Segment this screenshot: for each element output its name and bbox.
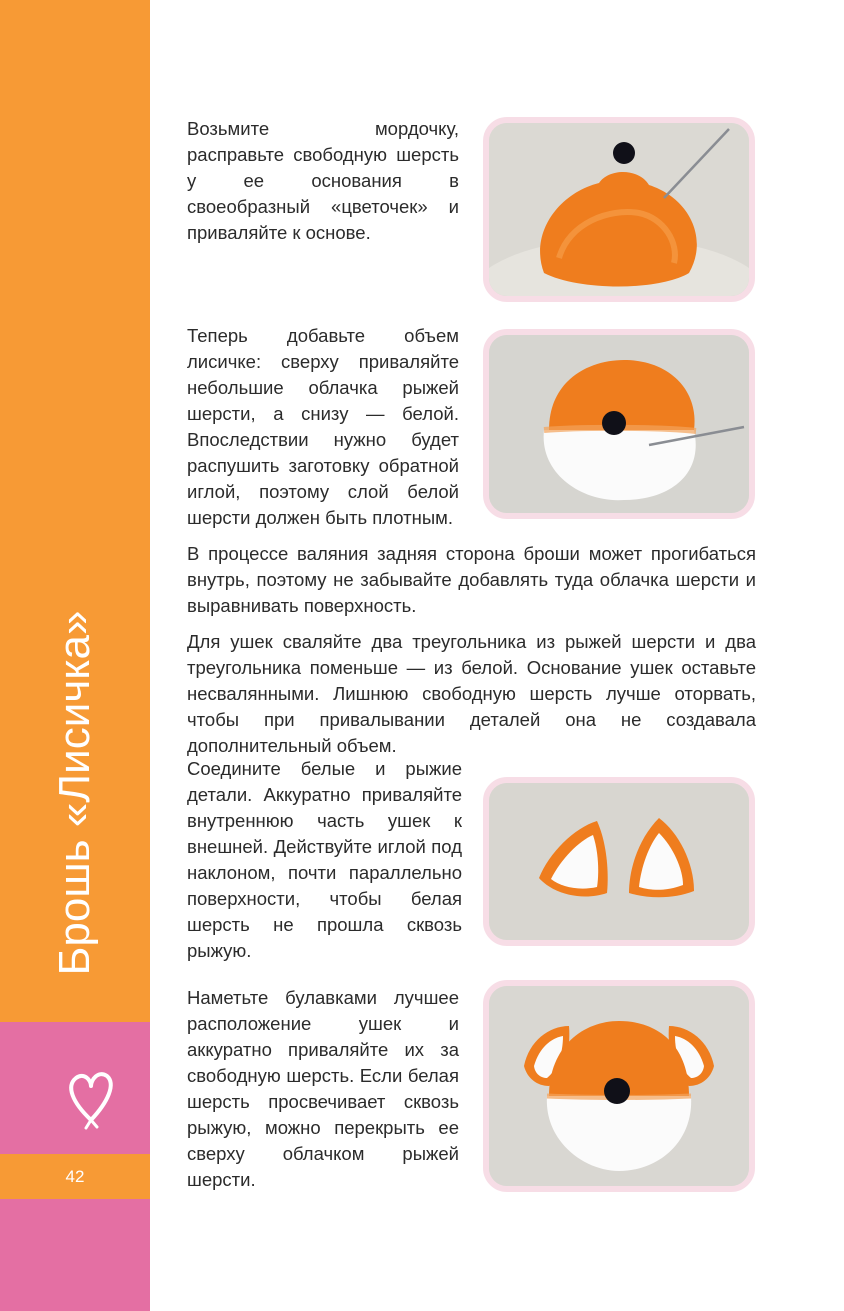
paragraph-3: В процессе валяния задняя сторона броши может прогибаться внутрь, поэтому не забывайте добавлять туда облачка шерсти и выравнивать поверхность. <box>187 543 756 616</box>
paragraph-1: Возьмите мордочку, расправьте свободную шерсть у ее основания в своеобразный «цветочек» и приваляйте к основе. <box>187 118 459 243</box>
paragraph-6: Наметьте булавками лучшее расположение ушек и аккуратно приваляйте их за свободную шерсть. Если белая шерсть просвечивает сквозь рыжую, можно перекрыть ее сверху облачком рыжей шерсти. <box>187 987 459 1190</box>
chapter-title: Брошь «Лисичка» <box>50 610 99 976</box>
photo-volume-added <box>483 329 755 519</box>
paragraph-2: Теперь добавьте объем лисичке: сверху приваляйте небольшие облачка рыжей шерсти, а снизу — белой. Впоследствии нужно будет распушить заготовку обратной иглой, поэтому слой белой шерсти должен быть плотным. <box>187 325 459 528</box>
photo-felted-base <box>483 117 755 302</box>
sidebar-bottom-band <box>0 1199 150 1311</box>
photo-fox-face <box>483 980 755 1192</box>
heart-icon <box>64 1050 118 1130</box>
paragraph-4: Для ушек сваляйте два треугольника из рыжей шерсти и два треугольника поменьше — из белой. Основание ушек оставьте несвалянными. Лишнюю свободную шерсть лучше оторвать, чтобы при привалывании деталей она не создавала дополнительный объем. <box>187 631 756 756</box>
paragraph-5: Соедините белые и рыжие детали. Аккуратно приваляйте внутреннюю часть ушек к внешней. Действуйте иглой под наклоном, почти параллельно поверхности, чтобы белая шерсть не прошла сквозь рыжую. <box>187 758 462 961</box>
page-number: 42 <box>65 1167 85 1186</box>
photo-ears <box>483 777 755 946</box>
